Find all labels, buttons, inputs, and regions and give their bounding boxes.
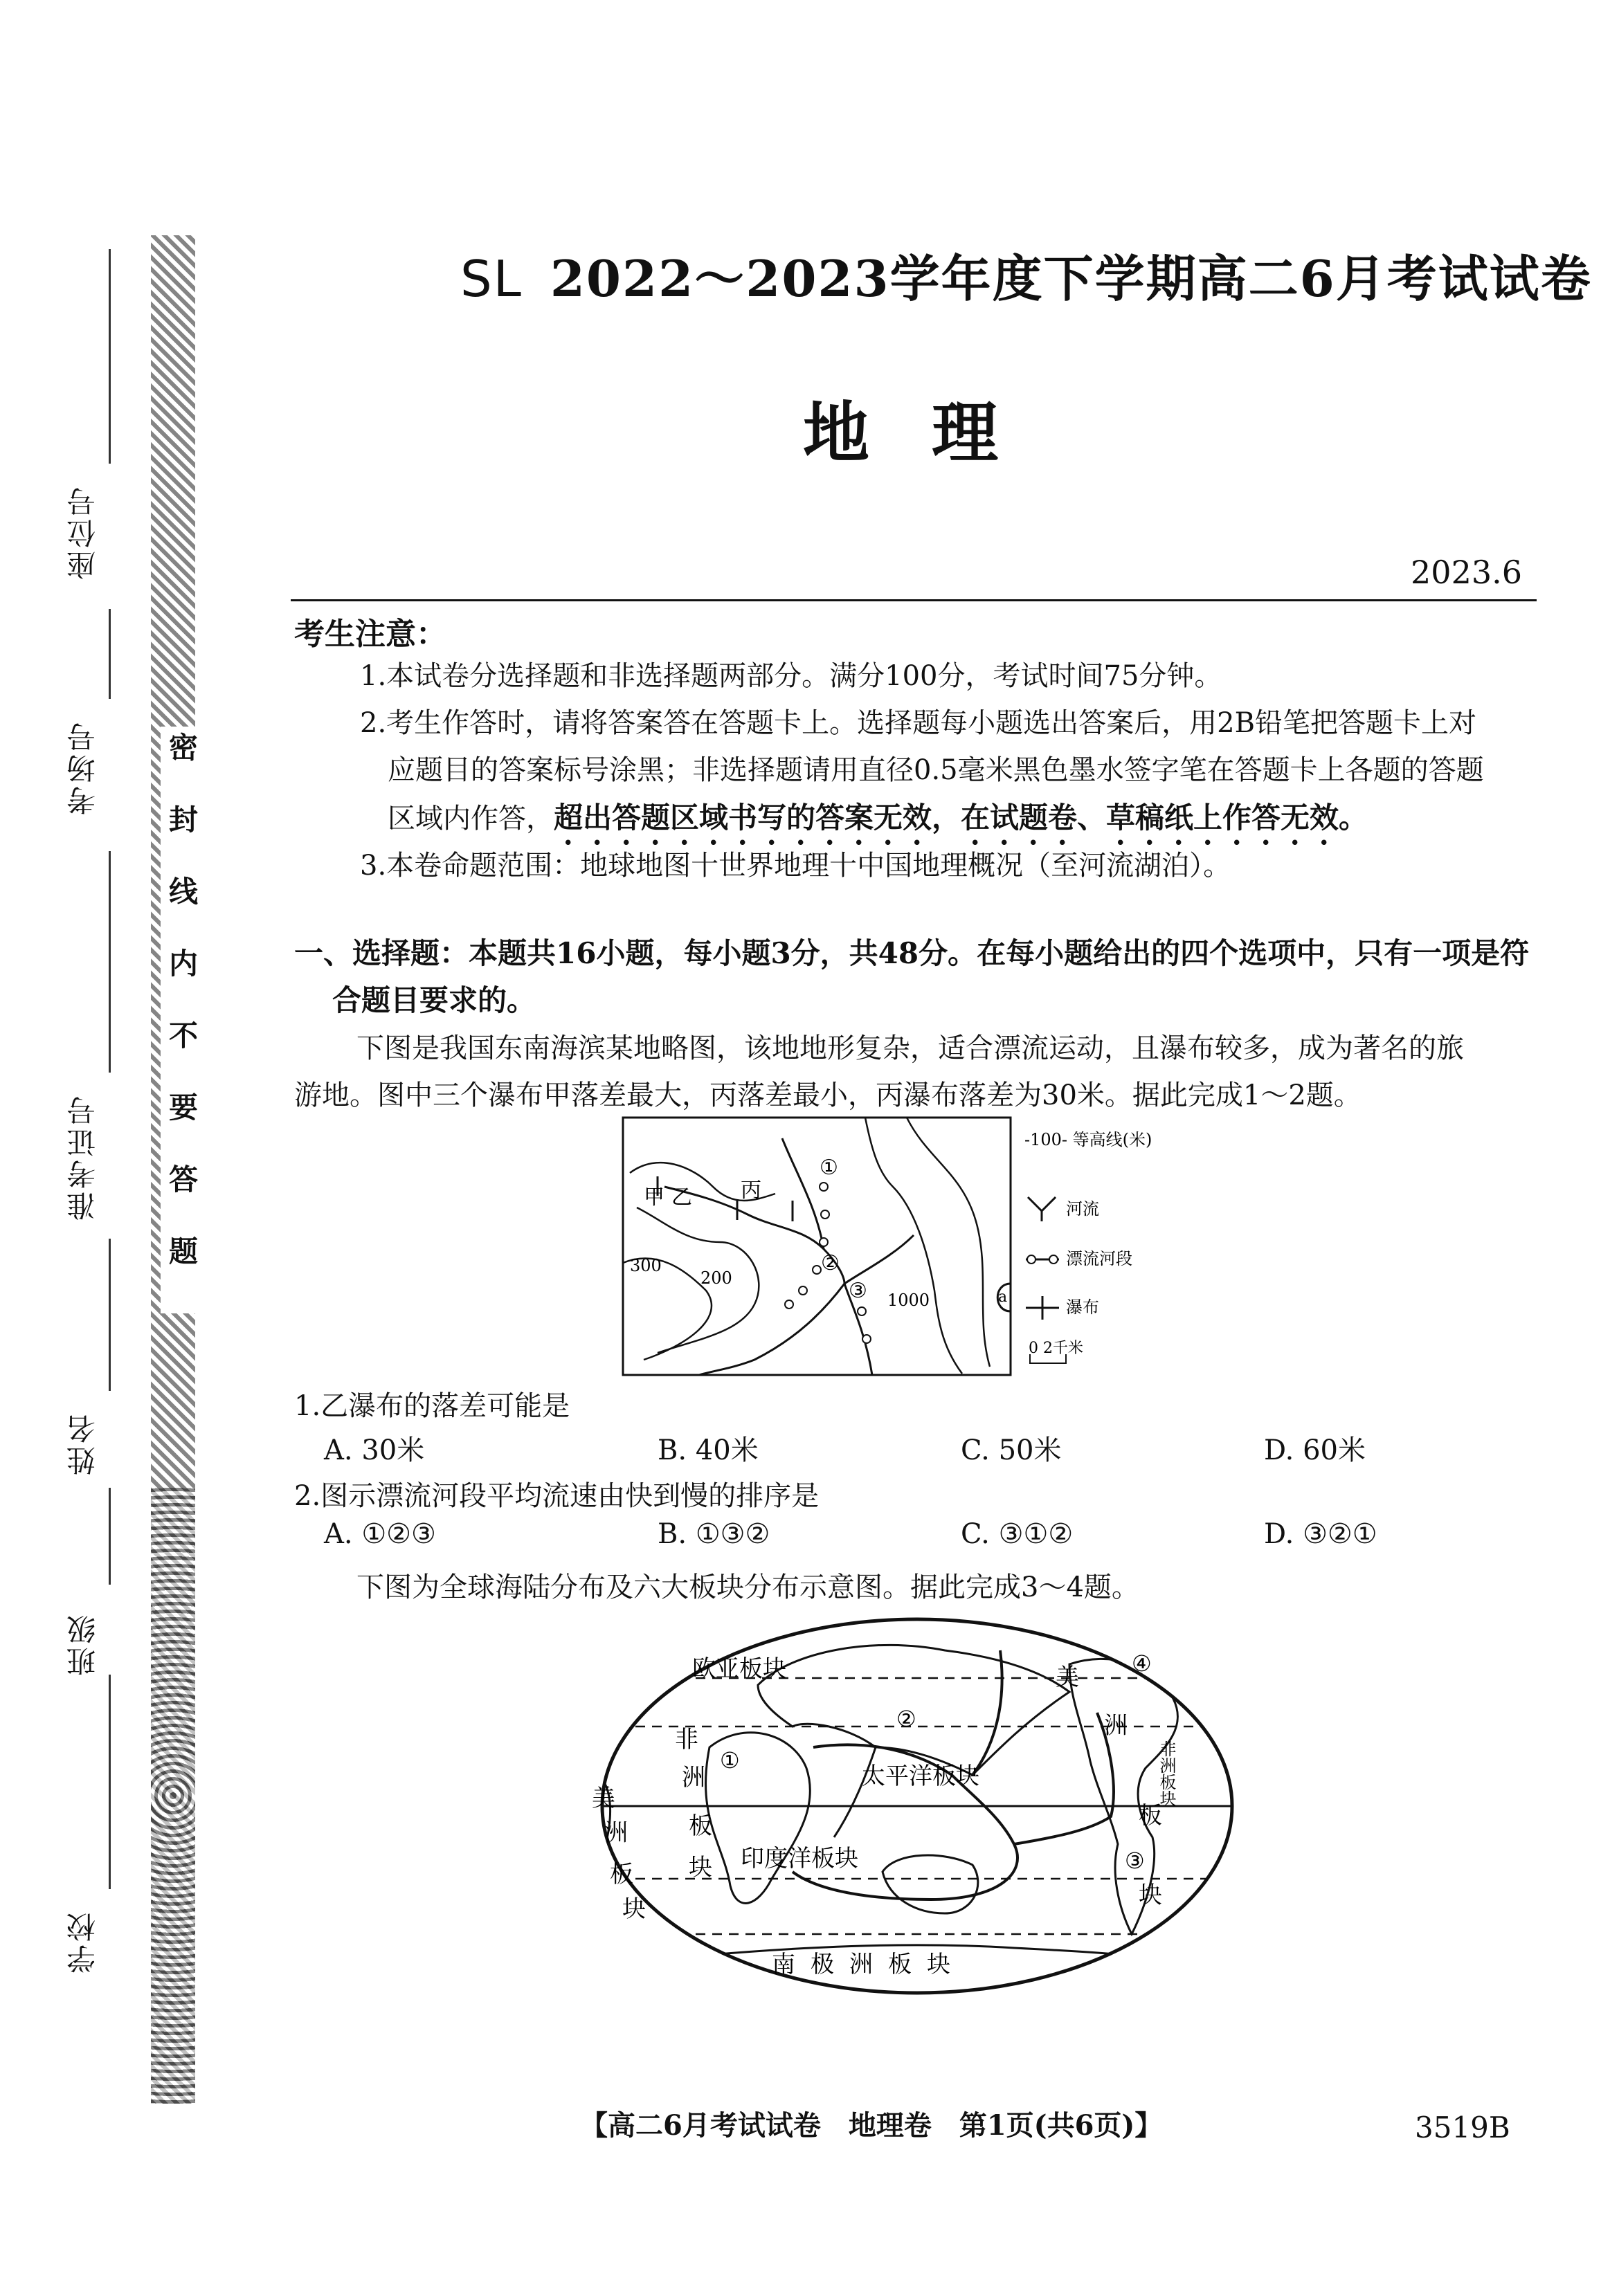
seal-text: 密封线内不要答题 xyxy=(161,727,202,1313)
q1-option-a[interactable]: A. 30米 xyxy=(324,1434,425,1466)
label-antarctic-plate: 南极洲板块 xyxy=(772,1951,966,1978)
exam-title: SL 2022～2023学年度下学期高二6月考试试卷 xyxy=(460,249,1592,308)
america-left-char-1: 美 xyxy=(592,1785,615,1812)
label-pacific-plate: 太平洋板块 xyxy=(862,1762,979,1790)
legend-river: 河流 xyxy=(1066,1199,1099,1219)
legend-waterfall-icon xyxy=(1026,1296,1059,1320)
legend-contour: -100- 等高线(米) xyxy=(1024,1130,1152,1149)
q1-option-b[interactable]: B. 40米 xyxy=(658,1434,759,1466)
africa-char-3: 板 xyxy=(689,1812,712,1840)
america-right-tail-2: 块 xyxy=(1139,1882,1162,1909)
plate-marker-4: ④ xyxy=(1132,1650,1152,1677)
q2-option-d[interactable]: D. ③②① xyxy=(1264,1518,1377,1550)
label-eurasian-plate: 欧亚板块 xyxy=(692,1655,786,1683)
notice-item-2: 2.考生作答时，请将答案答在答题卡上。选择题每小题选出答案后，用2B铅笔把答题卡上对 xyxy=(360,707,1477,739)
map1-contour-300: 300 xyxy=(630,1256,662,1275)
label-seat-number: 座位号 xyxy=(66,484,100,580)
label-name: 姓名 xyxy=(66,1412,100,1475)
q1-option-c[interactable]: C. 50米 xyxy=(961,1434,1062,1466)
label-ticket-number: 准考证号 xyxy=(66,1093,100,1221)
q1-stem: 1.乙瀑布的落差可能是 xyxy=(294,1390,570,1422)
notice-item-2-cont: 应题目的答案标号涂黑；非选择题请用直径0.5毫米黑色墨水签字笔在答题卡上各题的答题 xyxy=(388,754,1484,786)
fill-line-school xyxy=(109,1675,111,1889)
map1-marker-1: ① xyxy=(820,1156,838,1180)
intro-12-line2: 游地。图中三个瀑布甲落差最大，丙落差最小，丙瀑布落差为30米。据此完成1～2题。 xyxy=(294,1079,1362,1111)
section1-heading-2: 合题目要求的。 xyxy=(332,983,536,1017)
legend-river-icon xyxy=(1028,1197,1056,1221)
paper-code: 3519B xyxy=(1415,2111,1510,2144)
notice-item-2-end: 区域内作答，超出答题区域书写的答案无效，在试题卷、草稿纸上作答无效。 xyxy=(388,801,1368,835)
notice-heading: 考生注意： xyxy=(294,617,446,652)
america-right-tail-1: 板 xyxy=(1139,1802,1162,1830)
africa-char-4: 块 xyxy=(689,1854,712,1882)
plate-marker-2: ② xyxy=(896,1706,916,1732)
q1-option-d[interactable]: D. 60米 xyxy=(1264,1434,1366,1466)
plate-marker-3: ③ xyxy=(1125,1848,1145,1874)
map1-label-a: a xyxy=(998,1288,1008,1306)
label-african-plate-vertical: 非洲板块 xyxy=(1157,1740,1176,1807)
map1-marker-3: ③ xyxy=(849,1279,867,1303)
world-plates-map xyxy=(585,1609,1249,2003)
q2-stem: 2.图示漂流河段平均流速由快到慢的排序是 xyxy=(294,1480,820,1512)
fill-line-seat xyxy=(109,249,111,464)
header-rule xyxy=(291,599,1537,601)
america-left-char-4: 块 xyxy=(622,1895,646,1923)
plate-marker-1: ① xyxy=(720,1747,740,1774)
map1-scale: 0 2千米 xyxy=(1029,1340,1083,1357)
fill-line-ticket xyxy=(109,851,111,1073)
map1-marker-2: ② xyxy=(821,1251,840,1275)
america-right-char-2: 洲 xyxy=(1104,1712,1128,1740)
america-left-char-2: 洲 xyxy=(604,1819,628,1847)
africa-char-1: 非 xyxy=(675,1726,698,1753)
q2-option-c[interactable]: C. ③①② xyxy=(961,1518,1074,1550)
america-left-char-3: 板 xyxy=(610,1861,633,1888)
q2-option-a[interactable]: A. ①②③ xyxy=(324,1518,436,1550)
page-footer: 【高二6月考试试卷 地理卷 第1页(共6页)】 xyxy=(580,2109,1163,2142)
map1-label-yi: 乙 xyxy=(671,1185,692,1210)
america-right-char-1: 美 xyxy=(1056,1664,1079,1691)
label-class: 班级 xyxy=(66,1612,100,1676)
map1-label-jia: 甲 xyxy=(644,1185,664,1210)
label-exam-room: 考场号 xyxy=(66,720,100,815)
intro-12-line1: 下图是我国东南海滨某地略图，该地地形复杂，适合漂流运动，且瀑布较多，成为著名的旅 xyxy=(356,1032,1464,1064)
exam-code: SL xyxy=(460,250,523,308)
africa-char-2: 洲 xyxy=(682,1764,705,1792)
coastal-map xyxy=(616,1111,1211,1387)
notice-item-3: 3.本卷命题范围：地球地图十世界地理十中国地理概况（至河流湖泊）。 xyxy=(360,850,1231,882)
legend-rafting: 漂流河段 xyxy=(1066,1249,1132,1268)
exam-date: 2023.6 xyxy=(1411,554,1522,591)
map1-contour-200: 200 xyxy=(700,1268,732,1288)
fill-line-room xyxy=(109,609,111,699)
legend-waterfall: 瀑布 xyxy=(1066,1297,1099,1317)
notice-item-1: 1.本试卷分选择题和非选择题两部分。满分100分，考试时间75分钟。 xyxy=(360,660,1222,692)
binding-strip-pattern-lower xyxy=(151,1488,195,2104)
fill-line-name xyxy=(109,1239,111,1391)
section1-heading: 一、选择题：本题共16小题，每小题3分，共48分。在每小题给出的四个选项中，只有一项是符 xyxy=(294,936,1530,970)
subject-title: 地理 xyxy=(803,394,1060,472)
map1-contour-1000: 1000 xyxy=(887,1291,930,1310)
label-indian-ocean-plate: 印度洋板块 xyxy=(741,1845,858,1873)
intro-34: 下图为全球海陆分布及六大板块分布示意图。据此完成3～4题。 xyxy=(356,1571,1139,1603)
q2-option-b[interactable]: B. ①③② xyxy=(658,1518,770,1550)
map1-label-bing: 丙 xyxy=(741,1178,761,1203)
label-school: 学校 xyxy=(66,1910,100,1974)
fill-line-class xyxy=(109,1488,111,1585)
